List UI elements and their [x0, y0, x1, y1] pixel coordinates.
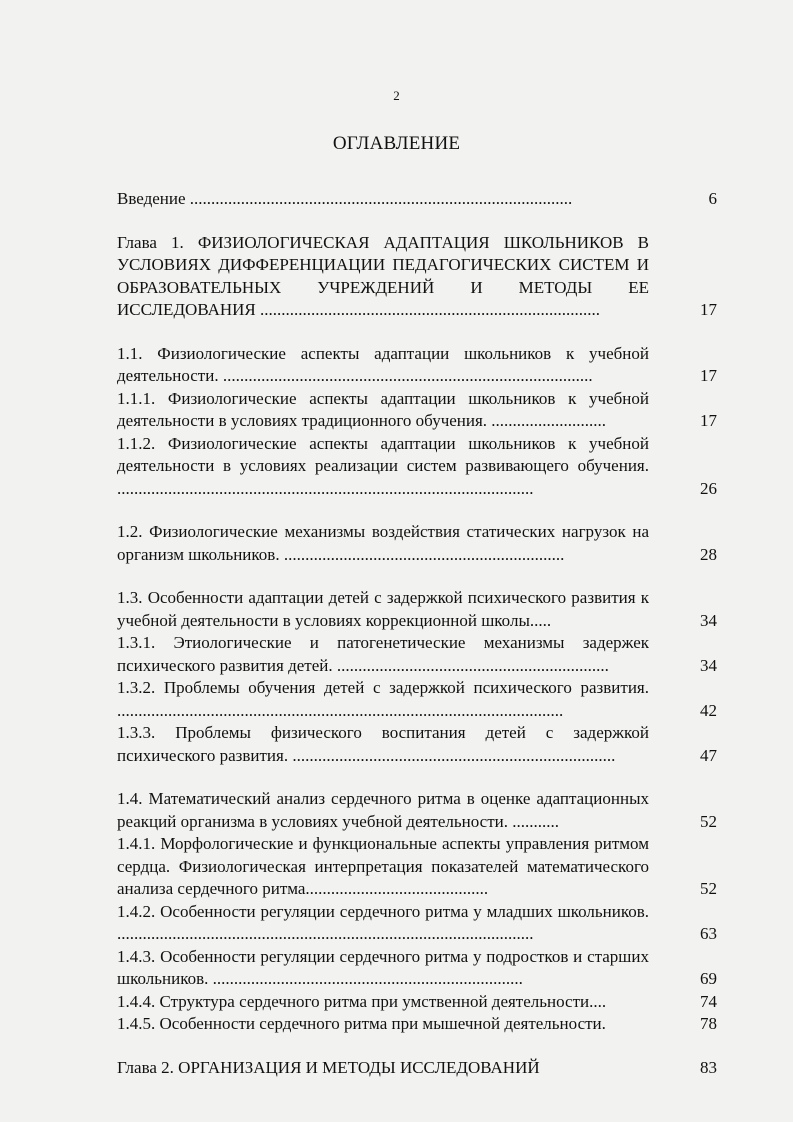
toc-entry-page: 83	[700, 1057, 717, 1077]
toc-entry-text: Введение ..........................................................................................	[117, 189, 573, 208]
toc-entry-page: 52	[700, 879, 717, 898]
toc-entry-page: 17	[700, 300, 717, 319]
toc-entry-text: Глава 2. ОРГАНИЗАЦИЯ И МЕТОДЫ ИССЛЕДОВАНИЙ	[117, 1057, 540, 1077]
toc-entry	[117, 343, 717, 388]
toc-entry-page: 52	[700, 811, 717, 831]
toc-entry-text: 1.4.2. Особенности регуляции сердечного ритма у младших школьников. ..................................................................................................	[117, 901, 649, 943]
toc-entry-text: 1.1.2. Физиологические аспекты адаптации школьников к учебной деятельности в условиях реализации систем развивающего обучения. ..................................................................................................	[117, 433, 649, 498]
toc-entry-page: 42	[700, 700, 717, 720]
toc-entry-text: Глава 1. ФИЗИОЛОГИЧЕСКАЯ АДАПТАЦИЯ ШКОЛЬНИКОВ В УСЛОВИЯХ ДИФФЕРЕНЦИАЦИИ ПЕДАГОГИЧЕСКИХ СИСТЕМ И ОБРАЗОВАТЕЛЬНЫХ УЧРЕЖДЕНИЙ И МЕТОДЫ ЕЕ ИССЛЕДОВАНИЯ ................................................................................	[117, 232, 649, 319]
toc-entry	[117, 991, 717, 1014]
toc-entry-page: 63	[700, 924, 717, 943]
toc-entry	[117, 722, 717, 767]
toc-entry-text: 1.3.3. Проблемы физического воспитания детей с задержкой психического развития. ............................................................................	[117, 723, 649, 765]
toc-entry-text: 1.2. Физиологические механизмы воздействия статических нагрузок на организм школьников. ..................................................................	[117, 522, 649, 564]
toc-entry-text: 1.1. Физиологические аспекты адаптации школьников к учебной деятельности. .......................................................................................	[117, 343, 649, 385]
toc-entry	[117, 1013, 717, 1036]
toc-entry-text: 1.3.2. Проблемы обучения детей с задержкой психического развития. .........................................................................................................	[117, 678, 649, 720]
toc-entry-text: 1.4.1. Морфологические и функциональные аспекты управления ритмом сердца. Физиологическая интерпретация показателей математического анализа сердечного ритма...........................................	[117, 834, 649, 898]
table-of-contents	[117, 188, 717, 1079]
toc-entry	[117, 587, 717, 632]
page-number: 2	[393, 88, 400, 103]
toc-entry-page: 28	[700, 544, 717, 564]
toc-entry-page: 69	[700, 969, 717, 988]
toc-entry-page: 34	[700, 655, 717, 675]
toc-entry-page: 6	[708, 189, 717, 208]
toc-entry	[117, 788, 717, 833]
toc-entry-page: 26	[700, 478, 717, 498]
toc-entry-text: 1.4.3. Особенности регуляции сердечного ритма у подростков и старших школьников. .........................................................................	[117, 946, 649, 988]
toc-entry-text: 1.3. Особенности адаптации детей с задержкой психического развития к учебной деятельности в условиях коррекционной школы.....	[117, 588, 649, 630]
toc-entry	[117, 232, 717, 322]
toc-entry-page: 74	[700, 991, 717, 1011]
toc-entry-page: 17	[700, 411, 717, 430]
toc-entry-text: 1.3.1. Этиологические и патогенетические механизмы задержек психического развития детей. ................................................................	[117, 633, 649, 675]
toc-entry	[117, 1057, 717, 1080]
page-title: ОГЛАВЛЕНИЕ	[332, 133, 461, 154]
toc-entry	[117, 833, 717, 901]
toc-entry	[117, 901, 717, 946]
toc-entry	[117, 946, 717, 991]
toc-entry	[117, 388, 717, 433]
toc-entry-page: 78	[700, 1014, 717, 1033]
toc-entry-text: 1.4. Математический анализ сердечного ритма в оценке адаптационных реакций организма в условиях учебной деятельности. ...........	[117, 789, 649, 831]
toc-entry-text: 1.4.4. Структура сердечного ритма при умственной деятельности....	[117, 991, 607, 1011]
toc-entry	[117, 433, 717, 501]
toc-entry-page: 34	[700, 610, 717, 630]
toc-entry-page: 17	[700, 366, 717, 385]
toc-entry	[117, 677, 717, 722]
toc-entry	[117, 521, 717, 566]
toc-entry-page: 47	[700, 745, 717, 765]
toc-entry	[117, 632, 717, 677]
toc-entry	[117, 188, 717, 211]
toc-entry-text: 1.4.5. Особенности сердечного ритма при мышечной деятельности.	[117, 1014, 606, 1033]
toc-entry-text: 1.1.1. Физиологические аспекты адаптации школьников к учебной деятельности в условиях традиционного обучения. ...........................	[117, 388, 649, 430]
